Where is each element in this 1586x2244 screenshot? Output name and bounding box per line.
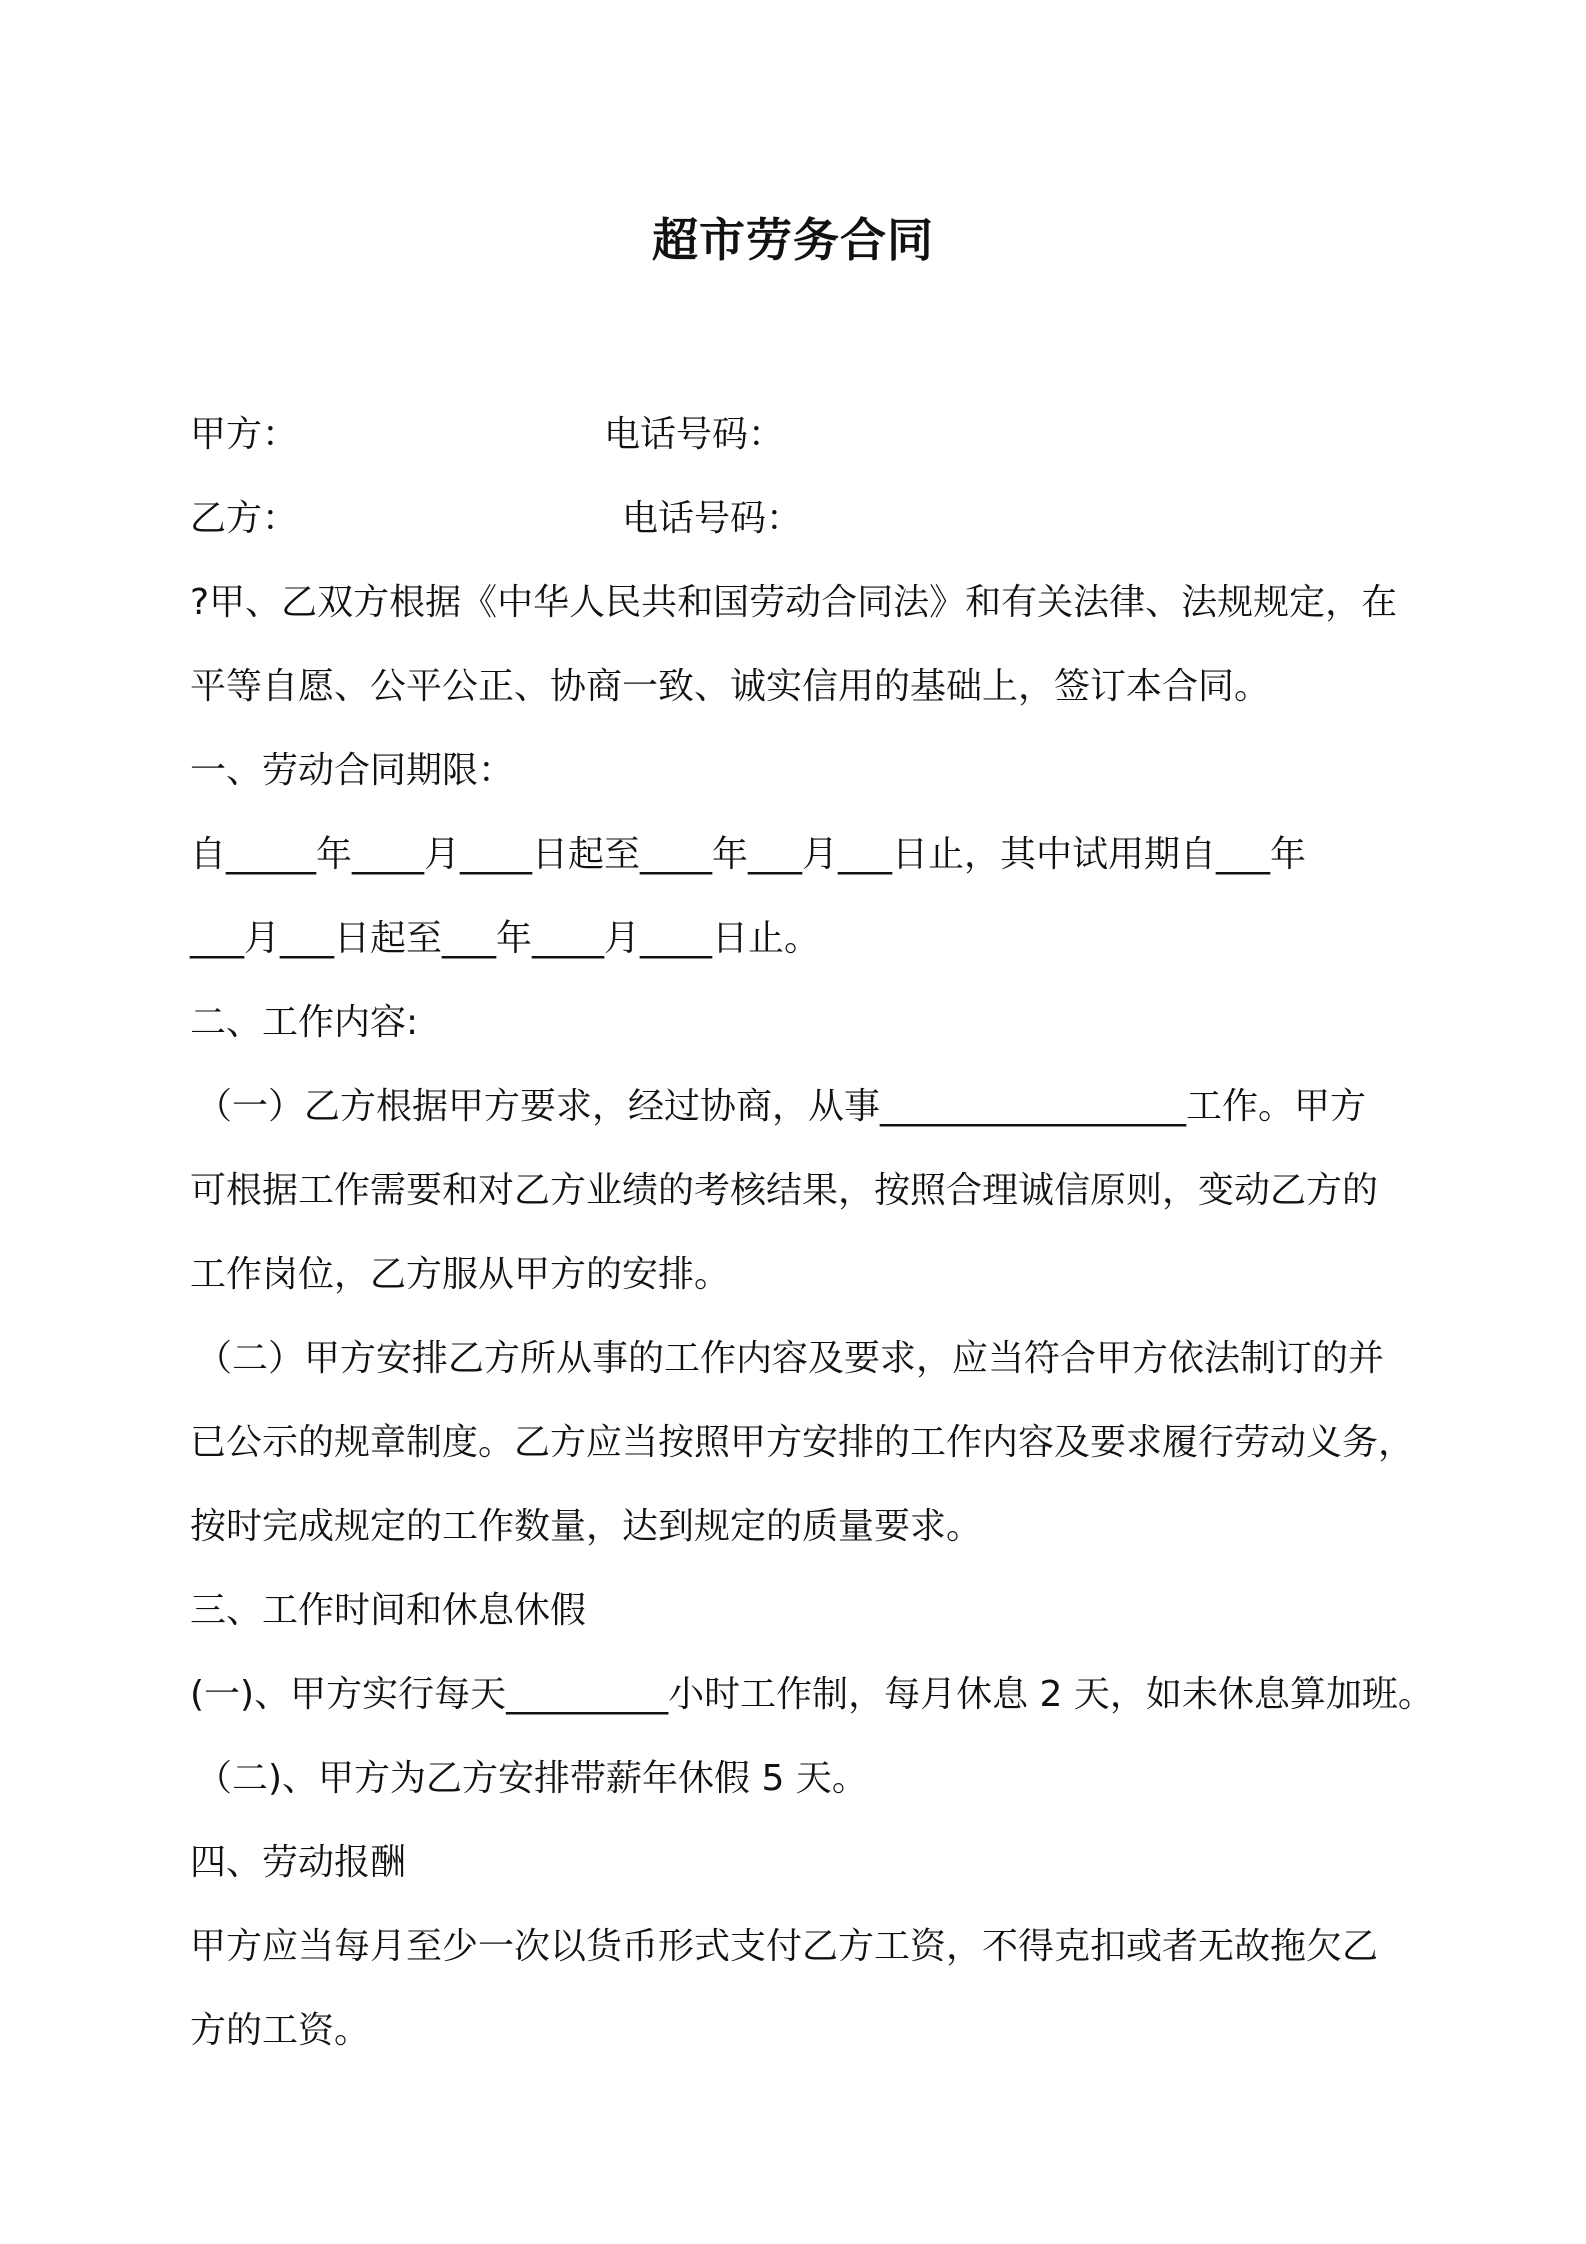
work-clause-1-line-2: 可根据工作需要和对乙方业绩的考核结果，按照合理诚信原则，变动乙方的 <box>190 1170 1379 1211</box>
work-clause-2-line-3: 按时完成规定的工作数量，达到规定的质量要求。 <box>190 1506 983 1547</box>
document-title: 超市劳务合同 <box>652 213 934 267</box>
work-clause-1-line-1: （一）乙方根据甲方要求，经过协商，从事_________________工作。甲方 <box>196 1086 1367 1127</box>
section-heading-hours: 三、工作时间和休息休假 <box>190 1590 587 1631</box>
term-line-2: ___月___日起至___年____月____日止。 <box>190 918 821 959</box>
work-clause-2-line-1: （二）甲方安排乙方所从事的工作内容及要求，应当符合甲方依法制订的并 <box>196 1338 1385 1379</box>
preamble-line-2: 平等自愿、公平公正、协商一致、诚实信用的基础上，签订本合同。 <box>190 666 1271 707</box>
section-heading-term: 一、劳动合同期限： <box>190 750 515 791</box>
party-b-phone-label: 电话号码： <box>622 498 803 539</box>
section-heading-work-content: 二、工作内容: <box>190 1002 419 1043</box>
work-clause-1-line-3: 工作岗位，乙方服从甲方的安排。 <box>190 1254 731 1295</box>
party-a-label: 甲方： <box>190 414 299 455</box>
section-heading-pay: 四、劳动报酬 <box>190 1842 407 1883</box>
hours-clause-2: （二)、甲方为乙方安排带薪年休假 5 天。 <box>196 1758 868 1799</box>
term-line-1: 自_____年____月____日起至____年___月___日止，其中试用期自___年 <box>190 834 1307 875</box>
party-b-label: 乙方： <box>190 498 299 539</box>
hours-clause-1: (一)、甲方实行每天_________小时工作制，每月休息 2 天，如未休息算加班。 <box>190 1674 1434 1715</box>
work-clause-2-line-2: 已公示的规章制度。乙方应当按照甲方安排的工作内容及要求履行劳动义务， <box>190 1422 1415 1463</box>
pay-line-2: 方的工资。 <box>190 2010 371 2051</box>
party-a-phone-label: 电话号码： <box>604 414 785 455</box>
pay-line-1: 甲方应当每月至少一次以货币形式支付乙方工资，不得克扣或者无故拖欠乙 <box>190 1926 1379 1967</box>
preamble-line-1: ?甲、乙双方根据《中华人民共和国劳动合同法》和有关法律、法规规定，在 <box>190 582 1398 623</box>
